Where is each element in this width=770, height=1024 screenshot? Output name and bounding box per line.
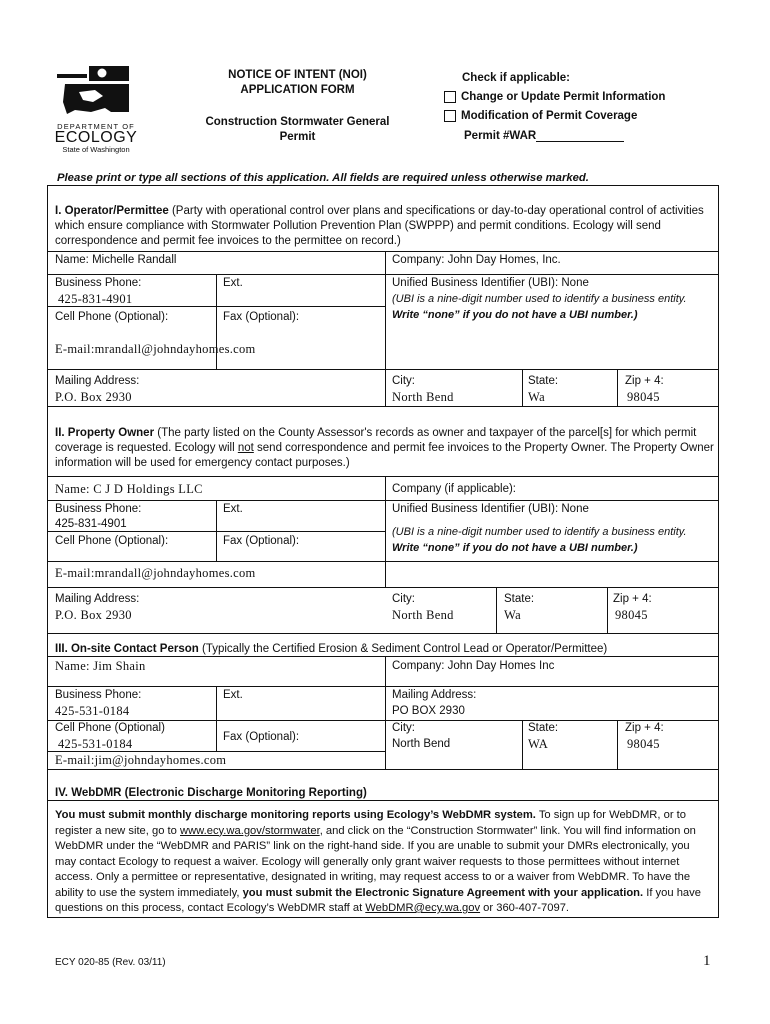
- operator-ubi-note-l2: Write “none” if you do not have a UBI number.): [392, 309, 638, 321]
- contact-state-label: State:: [528, 722, 559, 734]
- operator-fax-field[interactable]: Fax (Optional):: [223, 311, 300, 323]
- webdmr-text6b: If you have: [643, 886, 701, 899]
- section2-desc-not: not: [237, 442, 254, 454]
- section1-desc-l3: correspondence and permit fee invoices to the permittee on record.): [55, 235, 401, 247]
- operator-zip-label: Zip + 4:: [625, 375, 664, 387]
- section2-heading: [55, 426, 696, 440]
- contact-cell-label: Cell Phone (Optional): [55, 722, 165, 734]
- change-permit-checkbox[interactable]: [444, 91, 456, 103]
- contact-company-field[interactable]: Company: John Day Homes Inc: [392, 660, 555, 672]
- owner-ext-field[interactable]: Ext.: [223, 503, 243, 515]
- modify-permit-checkbox[interactable]: [444, 110, 456, 122]
- section1-desc-l1: (Party with operational control over plans and specifications or day-to-day operational control of activities: [171, 205, 704, 217]
- operator-city-field[interactable]: North Bend: [392, 390, 454, 404]
- operator-state-field[interactable]: Wa: [528, 390, 545, 404]
- webdmr-line6: [55, 886, 715, 902]
- owner-zip-label: Zip + 4:: [613, 593, 652, 605]
- section3-title: III. On-site Contact Person: [55, 643, 199, 655]
- owner-cell-field[interactable]: Cell Phone (Optional):: [55, 535, 169, 547]
- webdmr-text6a: ability to use the system immediately,: [55, 886, 243, 899]
- section3-desc: (Typically the Certified Erosion & Sediment Control Lead or Operator/Permittee): [201, 643, 608, 655]
- webdmr-text2a: register a new site, go to: [55, 824, 180, 837]
- webdmr-text5: access. Only a permittee or representative, designated in writing, may request access to or a waiver from WebDMR. To have the: [55, 871, 691, 883]
- section4-title: IV. WebDMR (Electronic Discharge Monitoring Reporting): [55, 787, 367, 799]
- contact-zip-label: Zip + 4:: [625, 722, 664, 734]
- operator-city-label: City:: [392, 375, 415, 387]
- contact-fax-field[interactable]: Fax (Optional):: [223, 731, 300, 743]
- webdmr-line7: [55, 901, 715, 917]
- section3-heading: [55, 642, 607, 656]
- section2-desc-l3: information will be used for emergency contact purposes.): [55, 457, 350, 469]
- owner-email-field[interactable]: E-mail:mrandall@johndayhomes.com: [55, 566, 256, 580]
- operator-bphone-field[interactable]: 425-831-4901: [58, 292, 133, 306]
- webdmr-text1: To sign up for WebDMR, or to: [535, 809, 686, 821]
- webdmr-text2b: , and click on the “Construction Stormwater” link. You will find information on: [319, 824, 696, 837]
- change-permit-label: Change or Update Permit Information: [461, 91, 666, 103]
- state-label: State of Washington: [62, 145, 130, 154]
- washington-map-icon: [55, 62, 135, 120]
- operator-ext-field[interactable]: Ext.: [223, 277, 243, 289]
- owner-bphone-field[interactable]: 425-831-4901: [55, 518, 127, 530]
- form-title-line2: APPLICATION FORM: [240, 84, 355, 96]
- webdmr-paragraph: [55, 808, 715, 917]
- stormwater-link[interactable]: www.ecy.wa.gov/stormwater: [180, 824, 320, 837]
- change-permit-option[interactable]: [444, 88, 665, 106]
- owner-mail-label: Mailing Address:: [55, 593, 140, 605]
- contact-bphone-field[interactable]: 425-531-0184: [55, 704, 130, 718]
- modify-permit-label: Modification of Permit Coverage: [461, 110, 638, 122]
- owner-ubi-field[interactable]: Unified Business Identifier (UBI): None: [392, 503, 589, 515]
- operator-bphone-label: Business Phone:: [55, 277, 142, 289]
- dept-of-label: DEPARTMENT OF: [57, 122, 135, 131]
- owner-city-field[interactable]: North Bend: [392, 608, 454, 622]
- webdmr-bold2: you must submit the Electronic Signature Agreement with your application.: [242, 886, 644, 899]
- webdmr-text4: may contact Ecology to request a waiver. Ecology will generally only grant waiver requests to those permittees without internet: [55, 855, 680, 868]
- section2-desc-l2: [55, 441, 714, 455]
- operator-company-field[interactable]: Company: John Day Homes, Inc.: [392, 254, 561, 266]
- webdmr-text3: WebDMR under the “WebDMR and PARIS” link on the right-hand side. If you are unable to submit your DMRs electronically, you: [55, 840, 690, 852]
- operator-mail-field[interactable]: P.O. Box 2930: [55, 390, 132, 404]
- ecology-logo: [55, 62, 135, 120]
- section1-desc-l2: which ensure compliance with Stormwater Pollution Prevention Plan (SWPPP) and permit conditions. Ecology will send: [55, 220, 661, 232]
- operator-state-label: State:: [528, 375, 559, 387]
- contact-zip-field[interactable]: 98045: [627, 737, 660, 751]
- owner-ubi-note-l2: Write “none” if you do not have a UBI number.): [392, 542, 638, 554]
- section2-desc-l2a: coverage is requested. Ecology will: [55, 442, 238, 454]
- contact-name-field[interactable]: Name: Jim Shain: [55, 659, 146, 673]
- form-title-line1: NOTICE OF INTENT (NOI): [228, 69, 367, 81]
- section2-desc-l1: (The party listed on the County Assessor's records as owner and taxpayer of the parcel[s] for which permit: [157, 427, 697, 439]
- webdmr-bold1: You must submit monthly discharge monitoring reports using Ecology’s WebDMR system.: [55, 809, 536, 821]
- instructions-text: Please print or type all sections of this application. All fields are required unless otherwise marked.: [57, 172, 589, 184]
- contact-city-field[interactable]: North Bend: [392, 738, 451, 750]
- operator-name-field[interactable]: Name: Michelle Randall: [55, 254, 177, 266]
- owner-fax-field[interactable]: Fax (Optional):: [223, 535, 300, 547]
- permit-number-label: Permit #WAR: [464, 130, 537, 142]
- owner-mail-field[interactable]: P.O. Box 2930: [55, 608, 132, 622]
- owner-ubi-note-l1: (UBI is a nine-digit number used to identify a business entity.: [392, 526, 687, 538]
- check-applicable-title: Check if applicable:: [462, 72, 571, 84]
- owner-state-label: State:: [504, 593, 535, 605]
- contact-ext-field[interactable]: Ext.: [223, 689, 243, 701]
- section2-desc-l2b: send correspondence and permit fee invoices to the Property Owner. The Property Owner: [253, 442, 714, 454]
- owner-zip-field[interactable]: 98045: [615, 608, 648, 622]
- page-number: 1: [703, 953, 711, 969]
- owner-city-label: City:: [392, 593, 415, 605]
- operator-ubi-note-l1: (UBI is a nine-digit number used to identify a business entity.: [392, 293, 687, 305]
- form-id: ECY 020-85 (Rev. 03/11): [55, 957, 166, 968]
- contact-email-field[interactable]: E-mail:jim@johndayhomes.com: [55, 753, 227, 767]
- webdmr-line1: [55, 808, 715, 824]
- permit-type-line1: Construction Stormwater General: [205, 116, 390, 128]
- webdmr-email-link[interactable]: WebDMR@ecy.wa.gov: [365, 902, 481, 914]
- operator-email-field[interactable]: E-mail:mrandall@johndayhomes.com: [55, 342, 256, 356]
- modify-permit-option[interactable]: [444, 107, 637, 125]
- contact-cell-field[interactable]: 425-531-0184: [58, 737, 133, 751]
- owner-state-field[interactable]: Wa: [504, 608, 521, 622]
- section1-heading: [55, 204, 704, 218]
- operator-mail-label: Mailing Address:: [55, 375, 140, 387]
- owner-bphone-label: Business Phone:: [55, 503, 142, 515]
- contact-city-label: City:: [392, 722, 415, 734]
- contact-bphone-label: Business Phone:: [55, 689, 142, 701]
- ecology-label: ECOLOGY: [54, 129, 138, 146]
- permit-number-field[interactable]: [536, 141, 624, 142]
- webdmr-line2: [55, 824, 715, 840]
- webdmr-text7a: questions on this process, contact Ecology’s WebDMR staff at: [55, 902, 366, 914]
- operator-zip-field[interactable]: 98045: [627, 390, 660, 404]
- webdmr-text7b: or 360-407-7097.: [480, 902, 570, 914]
- section1-title: I. Operator/Permittee: [55, 205, 169, 217]
- owner-name-field[interactable]: Name: C J D Holdings LLC: [55, 482, 203, 496]
- section2-title: II. Property Owner: [55, 427, 155, 439]
- operator-cell-field[interactable]: Cell Phone (Optional):: [55, 311, 169, 323]
- contact-mail-field[interactable]: PO BOX 2930: [392, 705, 465, 717]
- owner-company-field[interactable]: Company (if applicable):: [392, 483, 517, 495]
- operator-ubi-field[interactable]: Unified Business Identifier (UBI): None: [392, 277, 589, 289]
- contact-state-field[interactable]: WA: [528, 737, 549, 751]
- permit-type-line2: Permit: [279, 131, 316, 143]
- contact-mail-label: Mailing Address:: [392, 689, 477, 701]
